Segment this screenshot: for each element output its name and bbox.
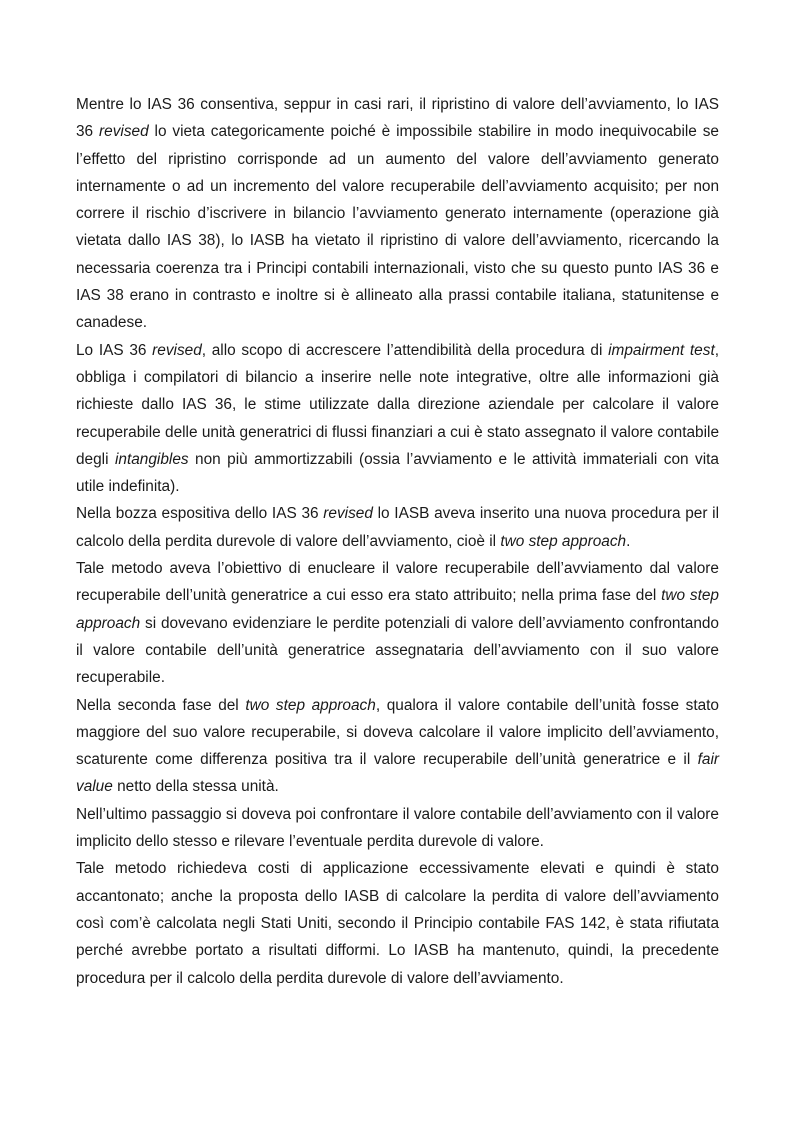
paragraph-text: lo vieta categoricamente poiché è impossibile stabilire in modo inequivocabile se l’effetto del ripristino corrisponde ad un aumento del valore dell’avviamento generato internamente o ad un incremento del valore recuperabile dell’avviamento acquisito; per non correre il rischio d’iscrivere in bilancio l’avviamento generato internamente (operazione già vietata dallo IAS 38), lo IASB ha vietato il ripristino di valore dell’avviamento, ricercando la necessaria coerenza tra i Principi contabili internazionali, visto che su questo punto IAS 36 e IAS 38 erano in contrasto e inoltre si è allineato alla prassi contabile italiana, statunitense e canadese. bbox=[76, 123, 719, 332]
paragraph-text: . bbox=[626, 532, 631, 550]
italic-term: revised bbox=[323, 505, 373, 523]
italic-term: impairment test bbox=[608, 341, 715, 359]
document-page bbox=[76, 91, 719, 992]
paragraph-3 bbox=[76, 500, 719, 555]
paragraph-text: Tale metodo aveva l’obiettivo di enucleare il valore recuperabile dell’avviamento dal valore recuperabile dell’unità generatrice a cui esso era stato attribuito; nella prima fase del bbox=[76, 560, 719, 605]
italic-term: two step approach bbox=[76, 587, 719, 632]
paragraph-text: Nella seconda fase del bbox=[76, 696, 246, 714]
paragraph-7 bbox=[76, 855, 719, 991]
paragraph-2 bbox=[76, 337, 719, 501]
paragraph-text: lo IASB aveva inserito una nuova procedura per il calcolo della perdita durevole di valore dell’avviamento, cioè il bbox=[76, 505, 720, 550]
paragraph-text: Nella bozza espositiva dello IAS 36 bbox=[76, 505, 324, 523]
italic-term: fair value bbox=[76, 751, 719, 796]
italic-term: intangibles bbox=[114, 450, 189, 468]
paragraph-text: Lo IAS 36 bbox=[76, 341, 153, 359]
paragraph-text: netto della stessa unità. bbox=[112, 778, 279, 796]
paragraph-text: , allo scopo di accrescere l’attendibilità della procedura di bbox=[201, 341, 609, 359]
paragraph-text: si dovevano evidenziare le perdite potenziali di valore dell’avviamento confrontando il valore contabile dell’unità generatrice assegnataria dell’avviamento con il suo valore recuperabile. bbox=[76, 614, 719, 687]
paragraph-text: Nell’ultimo passaggio si doveva poi confrontare il valore contabile dell’avviamento con il valore implicito dello stesso e rilevare l’eventuale perdita durevole di valore. bbox=[76, 805, 719, 851]
paragraph-text: Mentre lo IAS 36 consentiva, seppur in casi rari, il ripristino di valore dell’avviamento, lo IAS 36 bbox=[76, 96, 719, 141]
paragraph-5 bbox=[76, 692, 719, 801]
paragraph-text: , obbliga i compilatori di bilancio a inserire nelle note integrative, oltre alle informazioni già richieste dallo IAS 36, le stime utilizzate dalla direzione aziendale per calcolare il valore recuperabile delle unità generatrici di flussi finanziari a cui è stato assegnato il valore contabile degli bbox=[76, 341, 719, 468]
paragraph-4 bbox=[76, 555, 719, 691]
italic-term: two step approach bbox=[500, 532, 627, 550]
italic-term: revised bbox=[99, 123, 149, 141]
italic-term: revised bbox=[152, 341, 202, 359]
paragraph-text: non più ammortizzabili (ossia l’avviamento e le attività immateriali con vita utile indefinita). bbox=[76, 450, 719, 496]
paragraph-text: , qualora il valore contabile dell’unità fosse stato maggiore del suo valore recuperabile, si doveva calcolare il valore implicito dell’avviamento, scaturente come differenza positiva tra il valore recuperabile dell’unità generatrice e il bbox=[76, 696, 719, 769]
paragraph-6 bbox=[76, 801, 719, 856]
paragraph-1 bbox=[76, 91, 719, 337]
italic-term: two step approach bbox=[245, 696, 376, 714]
paragraph-text: Tale metodo richiedeva costi di applicazione eccessivamente elevati e quindi è stato accantonato; anche la proposta dello IASB di calcolare la perdita di valore dell’avviamento così com’è calcolata negli Stati Uniti, secondo il Principio contabile FAS 142, è stata rifiutata perché avrebbe portato a risultati difformi. Lo IASB ha mantenuto, quindi, la precedente procedura per il calcolo della perdita durevole di valore dell’avviamento. bbox=[76, 860, 719, 987]
